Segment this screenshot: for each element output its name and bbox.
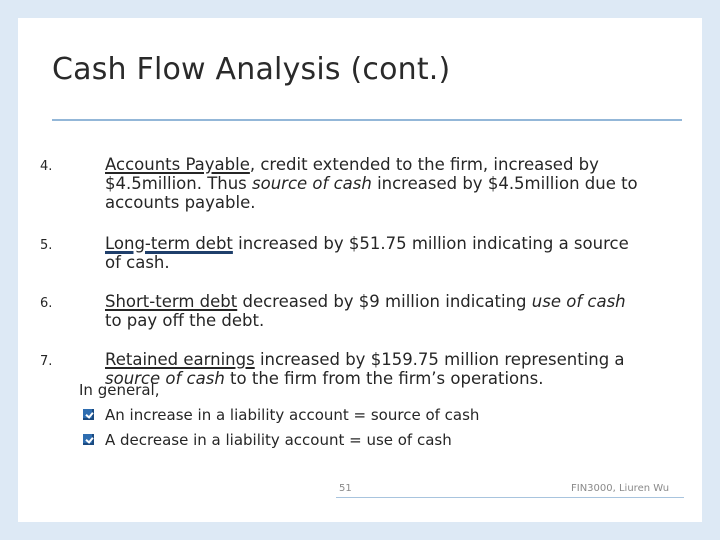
term-short-term-debt: Short-term debt: [105, 292, 238, 311]
footer-credit: FIN3000, Liuren Wu: [571, 483, 670, 494]
general-rule-block: [79, 378, 479, 453]
item-text-part: , credit extended to the firm, increased by $4.5million. Thus: [105, 155, 599, 193]
general-bullet-text: An increase in a liability account = source of cash: [105, 406, 480, 424]
checkbox-bullet-icon: [83, 409, 94, 420]
slide-title: Cash Flow Analysis (cont.): [52, 52, 451, 87]
general-bullet: [79, 428, 479, 453]
item-text-part: increased by $4.5million due to accounts payable.: [105, 174, 638, 212]
item-text: [105, 234, 645, 272]
item-text: [105, 292, 645, 330]
term-long-term-debt: Long-term debt: [105, 234, 233, 253]
item-text-part: to pay off the debt.: [105, 311, 265, 330]
term-accounts-payable: Accounts Payable: [105, 155, 250, 174]
item-number: 4.: [40, 159, 53, 174]
item-text-part: increased by $51.75 million indicating a source of cash.: [105, 234, 629, 272]
item-text-part: to the firm from the firm’s operations.: [224, 369, 544, 388]
title-divider: [52, 119, 682, 121]
checkbox-bullet-icon: [83, 434, 94, 445]
general-bullet: [79, 403, 479, 428]
page-number: 51: [339, 483, 352, 494]
term-retained-earnings: Retained earnings: [105, 350, 255, 369]
item-emphasis: use of cash: [531, 292, 626, 311]
item-number: 7.: [40, 354, 53, 369]
item-emphasis: source of cash: [252, 174, 372, 193]
general-heading: In general,: [79, 381, 160, 399]
item-text: [105, 155, 645, 212]
item-emphasis: source of cash: [105, 369, 225, 388]
item-number: 6.: [40, 296, 53, 311]
item-text-part: increased by $159.75 million representing a: [254, 350, 625, 369]
footer-divider: [336, 497, 684, 498]
general-bullet-text: A decrease in a liability account = use of cash: [105, 431, 452, 449]
item-number: 5.: [40, 238, 53, 253]
item-text-part: decreased by $9 million indicating: [237, 292, 532, 311]
